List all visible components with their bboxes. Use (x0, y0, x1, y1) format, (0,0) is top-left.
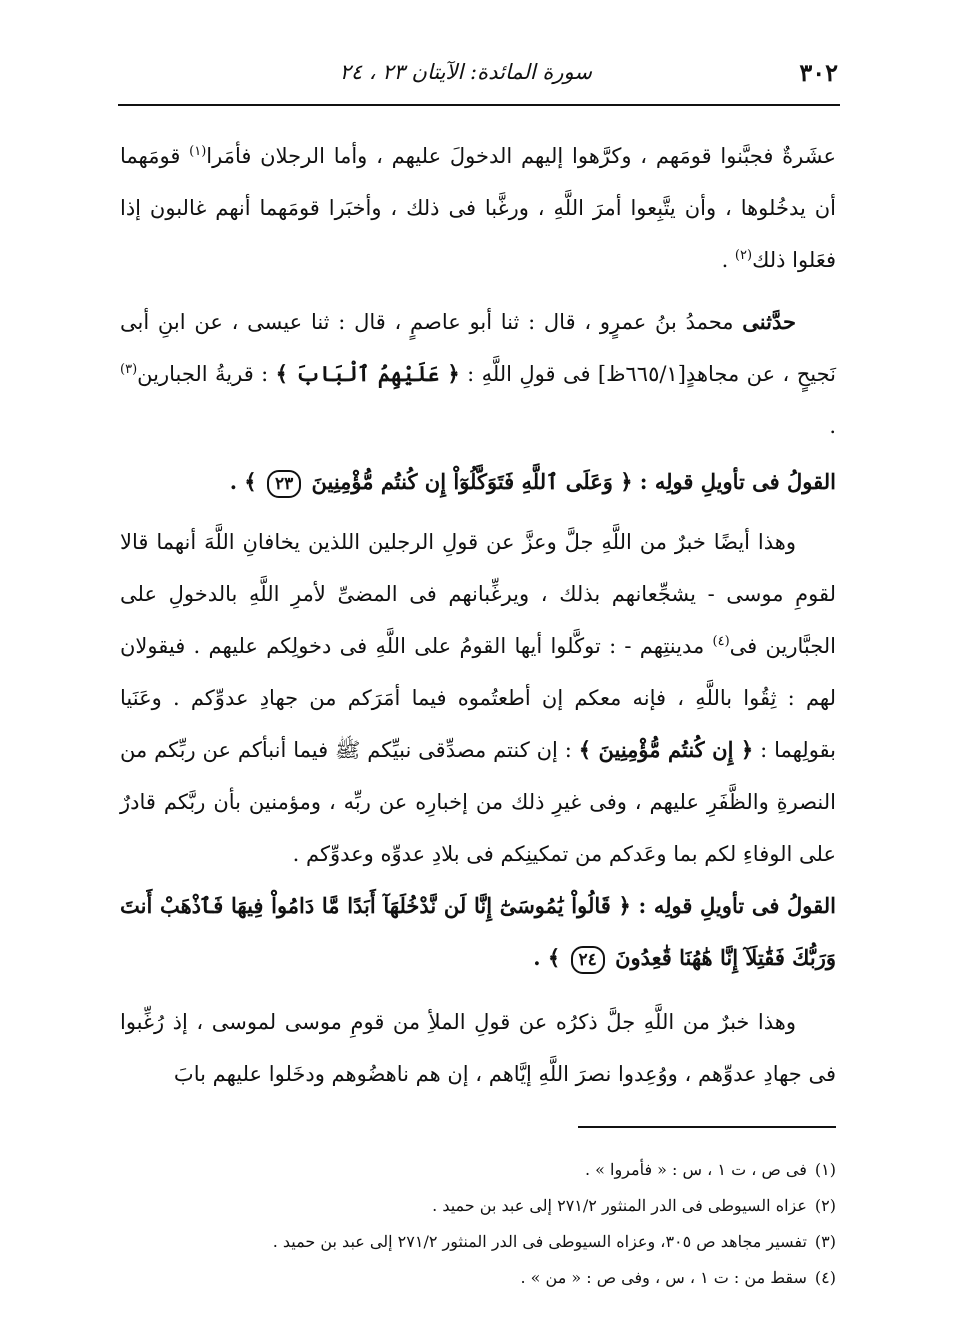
quran-quote: ﴿ عَلَيْهِمُ ٱلْبَابَ ﴾ (275, 361, 460, 386)
footnote-1 (120, 1152, 836, 1188)
heading-label: القولُ فى تأويلِ قولِه : (632, 469, 836, 494)
text-segment: مدينتِهم - : توكَّلوا أيها القومُ على اللَّهِ فى دخولِكم عليهم . فيقولان لهم : ثِقُوا باللَّهِ ، فإنه معكم إن أطعتُموه فيما أمَرَكم من جهادِ عدوِّكم . وعَنَيا بقولِهما : (120, 634, 837, 762)
text-segment: وهذا خبرٌ من اللَّهِ جلَّ ذكرُه عن قولِ الملأِ من قومِ موسى لموسى ، إذ رُغِّبوا فى جهادِ عدوِّهم ، ووُعِدوا نصرَ اللَّهِ إيَّاهم ، إن هم ناهضُوهم ودخَلوا عليهم بابَ (120, 1010, 836, 1086)
ayah-number-marker: ٢٣ (267, 470, 301, 498)
paragraph-1 (120, 130, 836, 286)
page-number: ٣٠٢ (799, 58, 838, 87)
page-header (118, 58, 838, 94)
footnote-4 (120, 1260, 836, 1296)
footnote-ref-3: (٣) (120, 362, 138, 377)
section-heading-2 (120, 880, 836, 984)
quran-quote: ﴿ وَعَلَى ٱللَّهِ فَتَوَكَّلُوٓاْ إِن كُنتُم مُّؤْمِنِينَ (311, 469, 633, 494)
text-segment: . (721, 248, 735, 272)
quran-quote: ﴿ قَالُواْ يَٰمُوسَىٰٓ إِنَّا لَن نَّدْخُلَهَآ أَبَدًا مَّا دَامُواْ فِيهَا فَٱذْهَبْ أَنتَ وَرَبُّكَ فَقَٰتِلَآ إِنَّا هَٰهُنَا قَٰعِدُونَ (120, 893, 836, 970)
footnote-number: (٤) (814, 1268, 836, 1287)
footnote-2 (120, 1188, 836, 1224)
running-title: سورة المائدة: الآيتان ٢٣ ، ٢٤ (339, 60, 592, 84)
text-segment: قومَهما أن يدخُلوها ، وأن يتَّبِعوا أمرَ اللَّهِ ، ورغَّبا فى ذلك ، وأخبَرا قومَهما أنهم غالبون إذا فعَلوا ذلك (120, 144, 836, 272)
header-rule (118, 104, 840, 106)
footnote-number: (١) (814, 1160, 836, 1179)
paragraph-3 (120, 516, 836, 880)
footnote-ref-4: (٤) (712, 634, 730, 649)
footnote-text: سقط من : ت ١ ، س ، وفى ص : « من » . (520, 1268, 807, 1287)
footnote-text: عزاه السيوطى فى الدر المنثور ٢٧١/٢ إلى عبد بن حميد . (432, 1196, 807, 1215)
text-segment: فى قولِ اللَّهِ : (459, 362, 598, 386)
footnote-ref-2: (٢) (734, 248, 753, 263)
footnote-3 (120, 1224, 836, 1260)
main-text (120, 130, 836, 1100)
paragraph-4 (120, 996, 836, 1100)
footnote-text: فى ص ، ت ١ ، س : « فأمروا » . (584, 1160, 807, 1179)
paragraph-2 (120, 296, 836, 452)
text-segment: وهذا أيضًا خبرٌ من اللَّهِ جلَّ وعزَّ عن قولِ الرجلين اللذين يخافانِ اللَّهَ أنهما قالا لقومِ موسى - يشجِّعانهم بذلك ، ويرغِّبانهم فى المضىِّ لأمرِ اللَّهِ بالدخولِ على الجبَّارين فى (120, 530, 836, 658)
section-heading-1 (120, 456, 836, 508)
text-segment: : قريةُ الجبارين (137, 362, 276, 386)
text-segment: . (829, 414, 836, 438)
text-segment: : إن كنتم مصدِّقى نبيِّكم ﷺ فيما أنبأكم عن ربِّكم من النصرةِ والظَّفَرِ عليهم ، وفى غيرِ ذلك من إخبارِه عن ربِّه ، ومؤمنين بأن ربَّكم قادرٌ على الوفاءِ لكم بما وعَدكم من تمكينِكم فى بلادِ عدوِّه وعدوِّكم . (120, 738, 836, 866)
quran-close: ﴾ . (229, 469, 257, 494)
quran-close: ﴾ . (533, 945, 561, 970)
footnote-number: (٢) (814, 1196, 836, 1215)
text-segment: محمدُ بنُ عمرٍو ، قال : ثنا أبو عاصمٍ ، قال : ثنا عيسى ، عن ابنِ أبى نَجيحٍ ، عن مجاهدٍ (120, 310, 836, 386)
footnote-number: (٣) (814, 1232, 836, 1251)
footnote-text: تفسير مجاهد ص ٣٠٥، وعزاه السيوطى فى الدر المنثور ٢٧١/٢ إلى عبد بن حميد . (272, 1232, 807, 1251)
quran-quote: ﴿ إِن كُنتُم مُّؤْمِنِينَ ﴾ (578, 737, 754, 762)
hadith-lead: حدَّثنى (742, 309, 796, 334)
manuscript-ref: [٦٦٥/١ظ] (597, 362, 686, 386)
text-segment: عشَرةٌ فجبَّنوا قومَهم ، وكرَّهوا إليهم الدخولَ عليهم ، وأما الرجلان فأمَرا (206, 144, 837, 168)
footnotes (120, 1152, 836, 1296)
footnote-ref-1: (١) (189, 144, 207, 159)
heading-label: القولُ فى تأويلِ قولِه : (630, 893, 836, 918)
footnote-rule (578, 1126, 836, 1128)
ayah-number-marker: ٢٤ (571, 946, 605, 974)
